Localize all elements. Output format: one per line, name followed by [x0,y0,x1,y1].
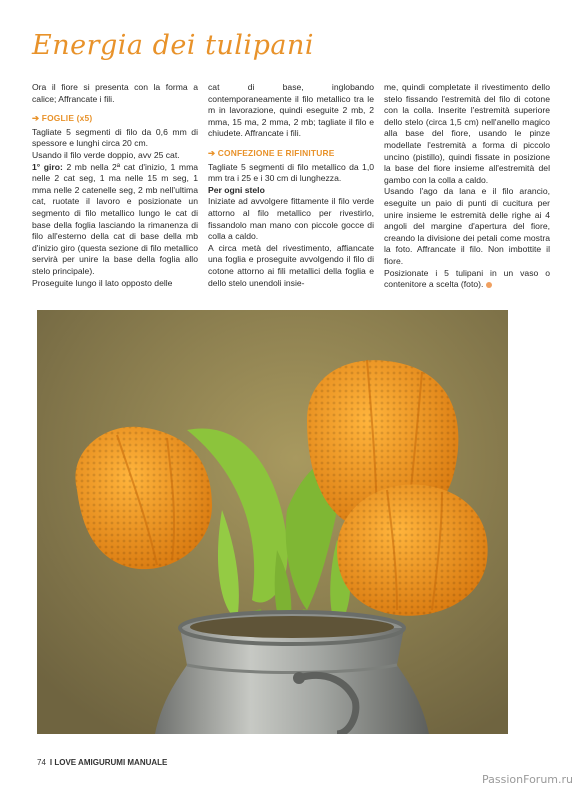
column-2 [208,82,374,302]
paragraph [384,268,550,291]
paragraph: A circa metà del rivestimento, affiancate una foglia e proseguite avvolgendo il filo di cotone attorno ai fili metallici della foglia e dello stelo unendoli insie- [208,242,374,288]
section-heading-text: FOGLIE (x5) [41,113,93,124]
paragraph: Tagliate 5 segmenti di filo da 0,6 mm di spessore e lunghi circa 20 cm. [32,126,198,149]
round-label: 1° giro: [32,161,63,172]
paragraph: Iniziate ad avvolgere fittamente il filo verde attorno al filo metallico per rivestirlo, fissandolo man mano con piccole gocce di colla a caldo. [208,196,374,242]
paragraph: me, quindi completate il rivestimento dello stelo fissando l'estremità del filo di cotone con la colla. Inserite l'estremità superiore dello stelo (circa 1,5 cm) nell'anello magico alla base del fiore, usando le pinze modellate l'estremità a forma di piccolo uncino (pistillo), quindi fissate in posizione la base del fiore insieme all'estremità del gambo con la colla a caldo. [384,82,550,185]
paragraph: cat di base, inglobando contemporaneamente il filo metallico tra le m in lavorazione, quindi eseguite 2 mb, 2 mma, 15 ma, 2 mma, 2 mb; tagliate il filo e chiudete. Affrancate i fili. [208,82,374,139]
paragraph: Tagliate 5 segmenti di filo metallico da 1,0 mm tra i 25 e i 30 cm di lunghezza. [208,161,374,184]
column-1 [32,82,198,302]
page-title: Energia dei tulipani [32,30,314,61]
paragraph [32,162,198,278]
tulips-photo [37,310,508,734]
paragraph: Proseguite lungo il lato opposto delle [32,277,173,288]
subheading: Per ogni stelo [208,184,265,195]
paragraph: Usando il filo verde doppio, avv 25 cat. [32,149,180,160]
section-heading-text: CONFEZIONE E RIFINITURE [217,147,335,158]
section-heading-finishing [208,148,374,160]
page-number: 74 [37,758,46,767]
paragraph: Usando l'ago da lana e il filo arancio, eseguite un paio di punti di cucitura per unire insieme le estremità delle righe ai 4 angoli del margine d'apertura del fiore, creando la divisione dei petali come mostra la foto. Affrancate il filo. Non imbottite il fiore. [384,186,550,266]
round-text: 2 mb nella 2ª cat d'inizio, 1 mma nelle 2 cat seg, 1 ma nelle 15 m seg, 1 mma nelle 2 catenelle seg, 2 mb nell'ultima cat, ruotate il lavoro e posizionate un segmento di filo metallico lungo le cat di base della foglia lasciando la rimanenza di filo all'esterno della cat di base della mb d'inizio giro (questa sezione di filo metallico servirà per unire la base della foglia allo stelo principale). [32,161,199,276]
page-footer [37,758,167,767]
watermark: PassionForum.ru [482,773,573,786]
section-heading-leaves [32,113,198,125]
article-body [32,82,552,302]
arrow-right-icon: ➔ [32,113,40,124]
end-of-article-dot-icon [486,282,492,288]
tulips-illustration [37,310,508,734]
paragraph: Ora il fiore si presenta con la forma a calice; Affrancate i fili. [32,82,198,104]
magazine-name: I LOVE AMIGURUMI MANUALE [49,758,168,767]
paragraph-text: Posizionate i 5 tulipani in un vaso o contenitore a scelta (foto). [384,267,550,290]
arrow-right-icon: ➔ [208,147,216,158]
column-3 [384,82,550,302]
